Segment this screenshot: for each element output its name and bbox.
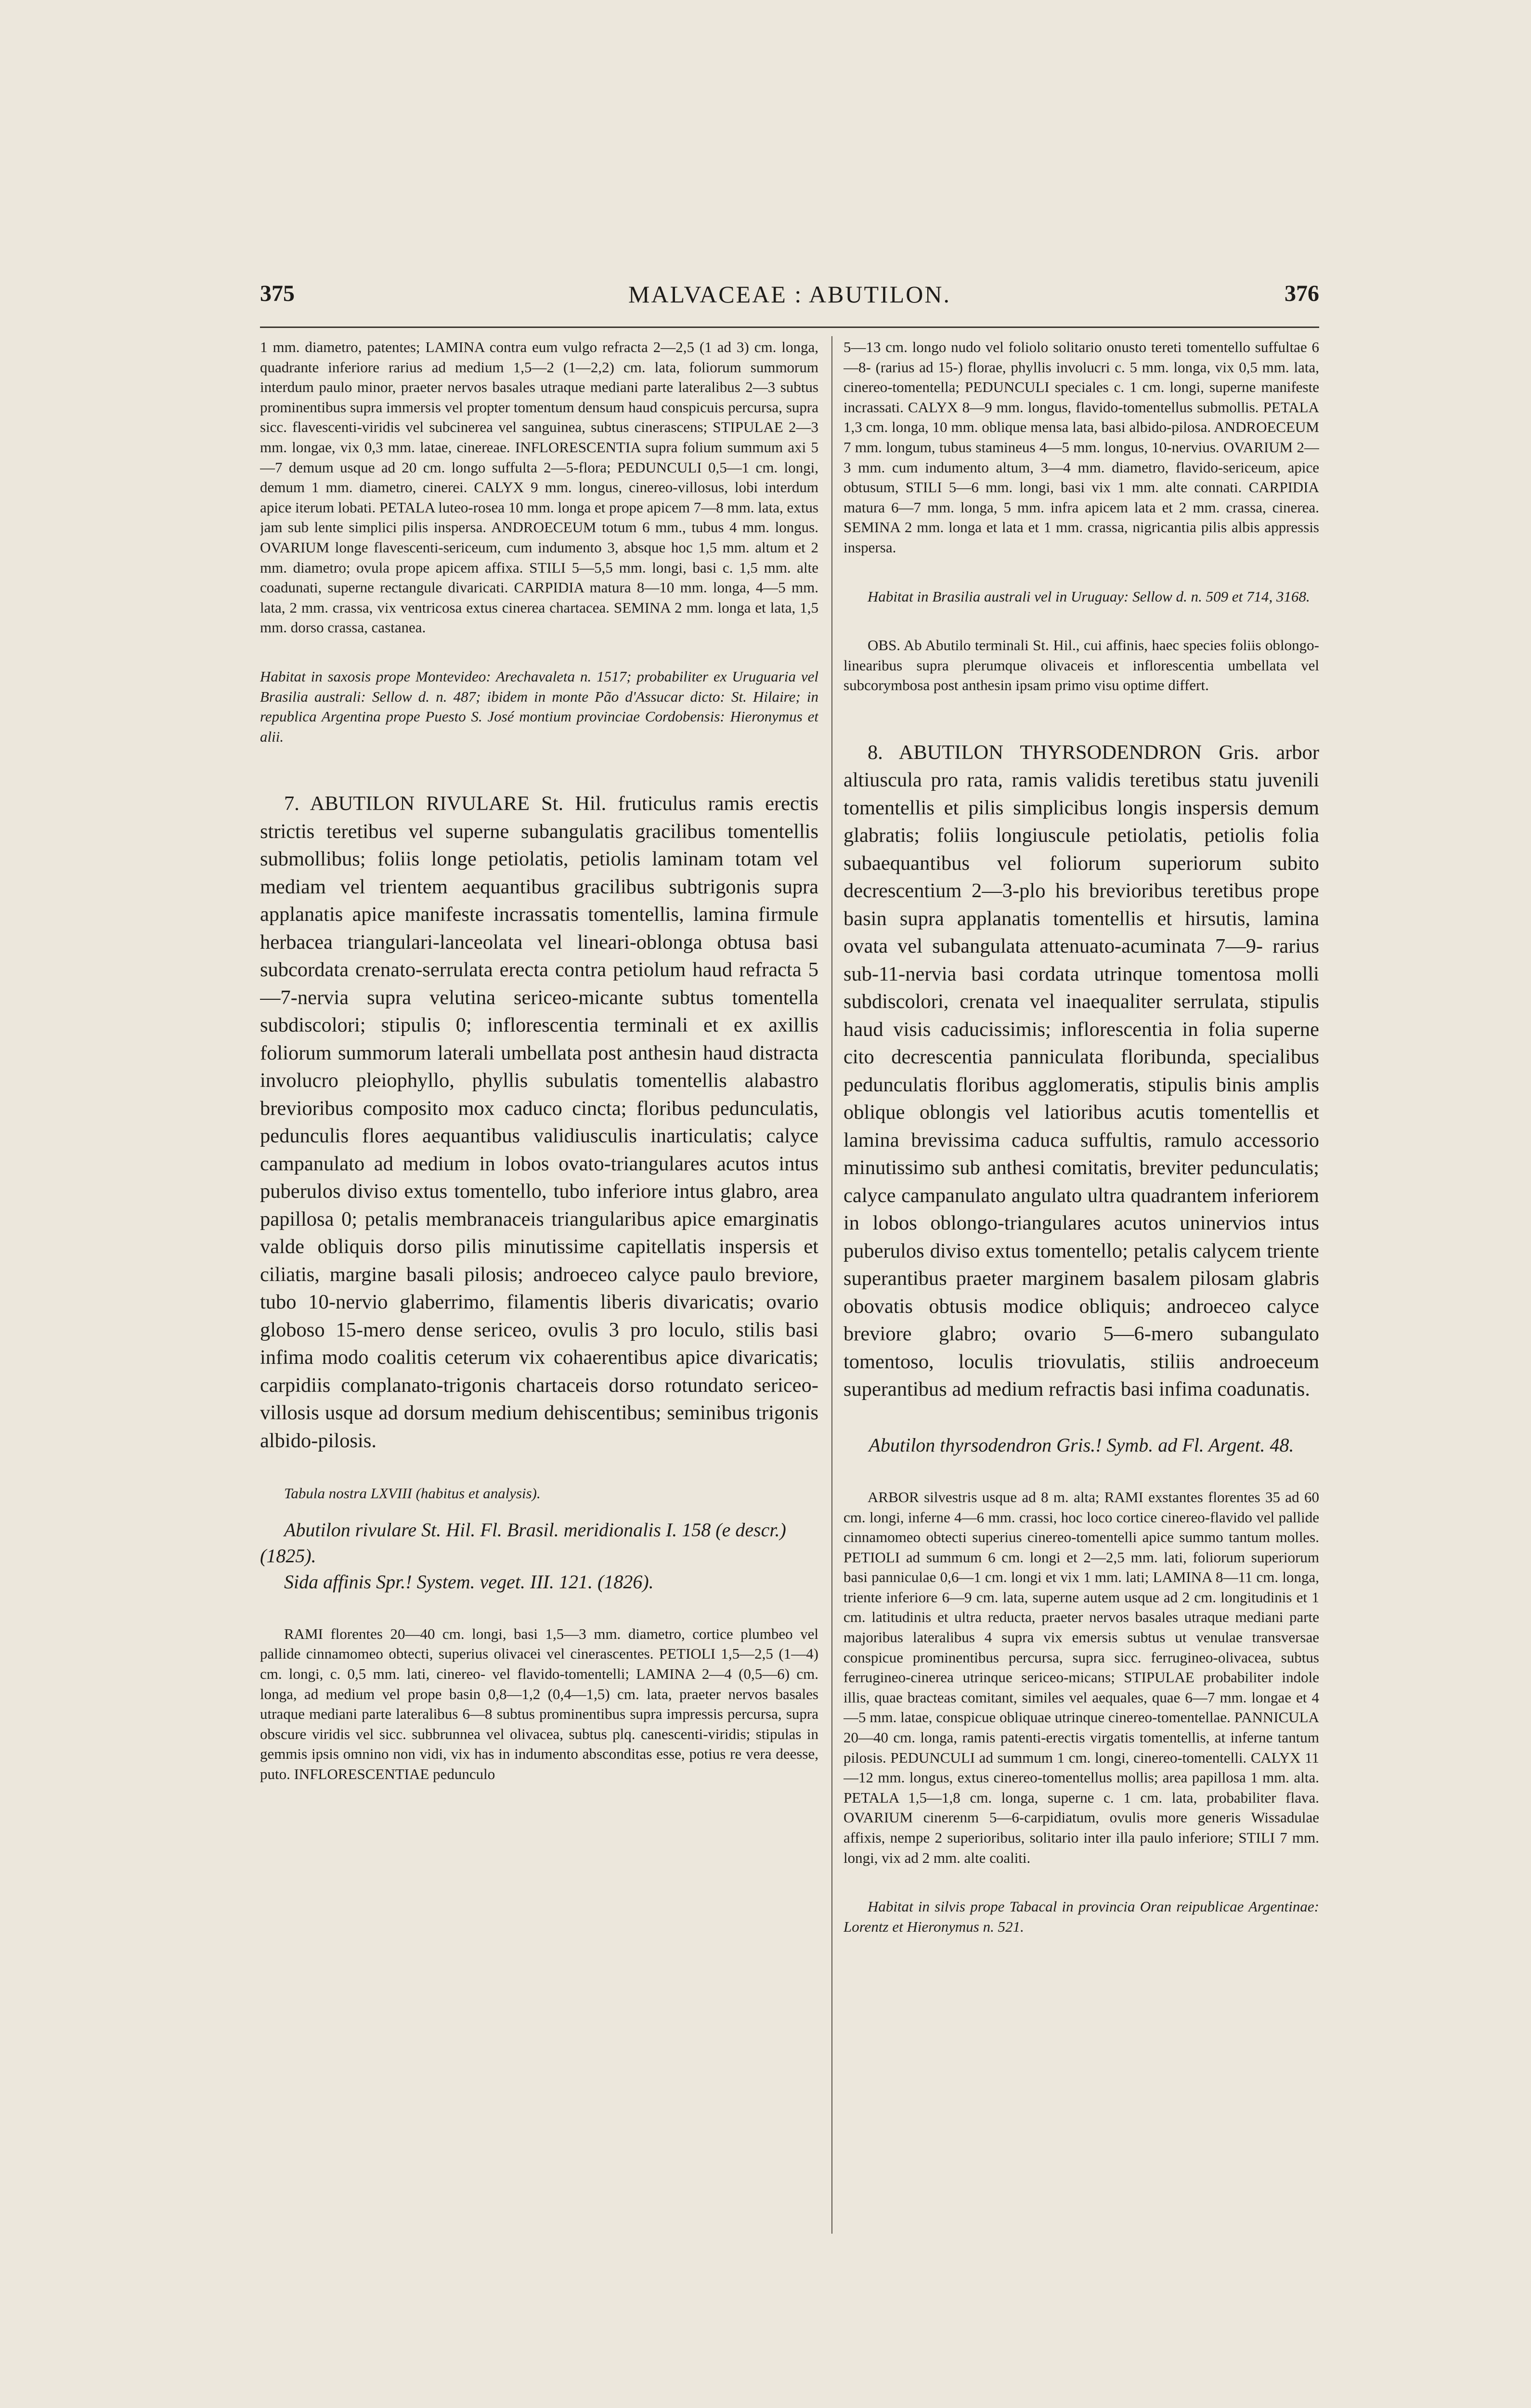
- citation-sida-affinis: Sida affinis Spr.! System. veget. III. 121. (1826).: [284, 1570, 654, 1593]
- citation-thyrsodendron: Abutilon thyrsodendron Gris.! Symb. ad Fl. Argent. 48.: [869, 1434, 1294, 1456]
- right-column: [843, 337, 1319, 2191]
- page-number-left: 375: [260, 281, 295, 306]
- species-8-description: ARBOR silvestris usque ad 8 m. alta; RAMI exstantes florentes 35 ad 60 cm. longi, inferne 4—6 mm. crassi, hoc loco cortice cinereo-flavido vel pallide cinnamomeo obtecti superius cinereo-tomentelli apice summo tantum molles. PETIOLI ad summum 6 cm. longi et 2—2,5 mm. lati, foliorum superiorum basi panniculae 0,6—1 cm. longi et vix 1 mm. lati; LAMINA 8—11 cm. longa, triente inferiore 6—9 cm. lata, superne autem usque ad 2 cm. longitudinis et 1 cm. latitudinis et ultra reducta, praeter nervos basales utraque mediani parte majoribus lateralibus 4 supra vix emersis subtus ut venulae transversae conspicue prominentibus percursa, supra sicc. ferrugineo-olivacea, subtus ferrugineo-cinerea utrinque sericeo-micans; STIPULAE probabiliter indole illis, quae bracteas comitant, similes vel aequales, quae 6—7 mm. longae et 4—5 mm. latae, conspicue obliquae utrinque cinereo-tomentellae. PANNICULA 20—40 cm. longa, ramis patenti-erectis virgatis tomentellis, at inferne tantum pilosis. PEDUNCULI ad summum 1 cm. longi, cinereo-tomentelli. CALYX 11—12 mm. longus, extus cinereo-tomentellus mollis; area papillosa 1 mm. alta. PETALA 1,5—1,8 cm. longa, superne c. 1 cm. lata, probabiliter flava. OVARIUM cinerenm 5—6-carpidiatum, ovulis more generis Wissadulae affixis, nempe 2 superioribus, solitario inter illa paulo inferiore; STILI 7 mm. longi, vix ad 2 mm. alte coaliti.: [843, 1488, 1319, 1866]
- page-header: [260, 280, 1319, 319]
- habitat-paragraph-right: Habitat in Brasilia australi vel in Uruguay: Sellow d. n. 509 et 714, 3168.: [868, 588, 1310, 605]
- running-head: MALVACEAE : ABUTILON.: [628, 281, 951, 308]
- plate-reference: Tabula nostra LXVIII (habitus et analysis).: [284, 1485, 541, 1502]
- species-7-diagnosis: 7. ABUTILON RIVULARE St. Hil. fruticulus ramis erectis strictis teretibus vel superne subangulatis gracilibus tomentellis submollibus; foliis longe petiolatis, petiolis laminam totam vel mediam vel trientem aequantibus gracilibus subtrigonis supra applanatis apice manifeste incrassatis tomentellis, lamina firmule herbacea triangulari-lanceolata vel lineari-oblonga obtusa basi subcordata crenato-serrulata erecta contra petiolum haud refracta 5—7-nervia supra velutina sericeo-micante subtus tomentella subdiscolori; stipulis 0; inflorescentia terminali et ex axillis foliorum summorum laterali umbellata post anthesin haud distracta involucro pleiophyllo, phyllis subulatis tomentellis alabastro brevioribus composito mox caduco cincta; floribus pedunculatis, pedunculis flores aequantibus validiusculis inarticulatis; calyce campanulato ad medium in lobos ovato-triangulares acutos intus puberulos diviso extus tomentello, tubo inferiore intus glabro, area papillosa 0; petalis membranaceis triangularibus apice emarginatis valde obliquis dorso pilis minutissime capitellatis inspersis et ciliatis, margine basali pilosis; androeceo calyce paulo breviore, tubo 10-nervio glaberrimo, filamentis liberis divaricatis; ovario globoso 15-mero dense sericeo, ovulis 3 pro loculo, stilis basi infima modo coalitis ceterum vix cohaerentibus apice divaricatis; carpidiis complanato-trigonis chartaceis dorso rotundato sericeo-villosis usque ad dorsum medium dehiscentibus; seminibus trigonis albido-pilosis.: [260, 792, 818, 1452]
- habitat-paragraph-species-8: Habitat in silvis prope Tabacal in provincia Oran reipublicae Argentinae: Lorentz et Hieronymus n. 521.: [843, 1898, 1319, 1935]
- header-rule: [260, 327, 1319, 328]
- citation-rivulare: Abutilon rivulare St. Hil. Fl. Brasil. meridionalis I. 158 (e descr.) (1825).: [260, 1518, 786, 1567]
- species-7-description: RAMI florentes 20—40 cm. longi, basi 1,5—3 mm. diametro, cortice plumbeo vel pallide cinnamomeo obtecti, superius olivacei vel cinerascentes. PETIOLI 1,5—2,5 (1—4) cm. longi, c. 0,5 mm. lati, cinereo- vel flavido-tomentelli; LAMINA 2—4 (0,5—6) cm. longa, ad medium vel prope basin 0,8—1,2 (0,4—1,5) cm. lata, praeter nervos basales utraque mediani parte lateralibus 6—8 subtus prominentibus supra impressis percursa, supra obscure viridis vel sicc. subbrunnea vel olivacea, subtus plq. canescenti-viridis; stipulas in gemmis ipsis omnino non vidi, vix has in indumento absconditas esse, potius re vera deesse, puto. INFLORESCENTIAE pedunculo: [260, 1625, 818, 1783]
- species-8-diagnosis: 8. ABUTILON THYRSODENDRON Gris. arbor altiuscula pro rata, ramis validis teretibus statu juvenili tomentellis et pilis simplicibus longis inspersis demum glabratis; foliis longiuscule petiolatis, petiolis folia subaequantibus vel foliorum superiorum subito decrescentium 2—3-plo his brevioribus teretibus prope basin supra applanatis tomentellis et hirsutis, lamina ovata vel subangulata attenuato-acuminata 7—9- rarius sub-11-nervia basi cordata utrinque tomentosa molli subdiscolori, crenata vel inaequaliter serrulata, stipulis haud visis caducissimis; inflorescentia in folia superne cito decrescentia panniculata floribunda, specialibus pedunculatis floribus agglomeratis, stipulis binis amplis oblique oblongis vel latioribus acutis tomentellis et lamina brevissima caduca suffultis, ramulo accessorio minutissimo sub anthesi comitatis, breviter pedunculatis; calyce campanulato angulato ultra quadrantem inferiorem in lobos oblongo-triangulares acutos uninervios intus puberulos diviso extus tomentello; petalis calycem triente superantibus praeter marginem basalem pilosam glabris obovatis obtusis modice obliquis; androeceo calyce breviore glabro; ovario 5—6-mero subangulato tomentoso, loculis triovulatis, stiliis androeceum superantibus ad medium refractis basi infima coadunatis.: [843, 741, 1319, 1401]
- description-continued: 1 mm. diametro, patentes; LAMINA contra eum vulgo refracta 2—2,5 (1 ad 3) cm. longa, quadrante inferiore rarius ad medium 1,5—2 (1—2,2) cm. lata, foliorum summorum interdum paulo minor, praeter nervos basales utraque mediani parte lateralibus 2—3 subtus prominentibus supra immersis vel propter tomentum densum haud conspicuis percursa, supra sicc. flavescenti-viridis vel subcinerea vel sanguinea, subtus cinerascens; STIPULAE 2—3 mm. longae, vix 0,3 mm. latae, cinereae. INFLORESCENTIA supra folium summum axi 5—7 demum usque ad 20 cm. longo suffulta 2—5-flora; PEDUNCULI 0,5—1 cm. longi, demum 1 mm. diametro, cinerei. CALYX 9 mm. longus, cinereo-villosus, lobi interdum apice iterum lobati. PETALA luteo-rosea 10 mm. longa et prope apicem 7—8 mm. lata, extus jam sub lente simplici pilis inspersa. ANDROECEUM totum 6 mm., tubus 4 mm. longus. OVARIUM longe flavescenti-sericeum, cum indumento 3, absque hoc 1,5 mm. altum et 2 mm. diametro; ovula prope apicem affixa. STILI 5—5,5 mm. longi, basi c. 1,5 mm. alte coadunati, superne rectangule divaricati. CARPIDIA matura 8—10 mm. longa, 4—5 mm. lata, 2 mm. crassa, vix ventricosa extus cinerea chartacea. SEMINA 2 mm. longa et lata, 1,5 mm. dorso crassa, castanea.: [260, 339, 818, 636]
- observation-note: OBS. Ab Abutilo terminali St. Hil., cui affinis, haec species foliis oblongo-linearibus supra plerumque olivaceis et inflorescentia umbellata vel subcorymbosa post anthesin ipsam primo visu optime differt.: [843, 637, 1319, 694]
- description-continued-right: 5—13 cm. longo nudo vel foliolo solitario onusto tereti tomentello suffultae 6—8- (rarius ad 15-) florae, phyllis involucri c. 5 mm. longa, vix 0,5 mm. lata, cinereo-tomentella; PEDUNCULI speciales c. 1 cm. longi, superne manifeste incrassati. CALYX 8—9 mm. longus, flavido-tomentellus submollis. PETALA 1,3 cm. longa, 10 mm. oblique mensa lata, basi albido-pilosa. ANDROECEUM 7 mm. longum, tubus stamineus 4—5 mm. longus, 10-nervius. OVARIUM 2—3 mm. cum indumento altum, 3—4 mm. diametro, flavido-sericeum, apice obtusum, STILI 5—6 mm. longi, basi vix 1 mm. alte connati. CARPIDIA matura 6—7 mm. longa, 5 mm. infra apicem lata et 2 mm. crassa, cinerea. SEMINA 2 mm. longa et lata et 1 mm. crassa, nigricantia pilis albis appressis inspersa.: [843, 339, 1319, 556]
- column-rule: [831, 336, 832, 2234]
- habitat-paragraph: Habitat in saxosis prope Montevideo: Arechavaleta n. 1517; probabiliter ex Uruguaria vel Brasilia australi: Sellow d. n. 487; ibidem in monte Pão d'Assucar dicto: St. Hilaire; in republica Argentina prope Puesto S. José montium provinciae Cordobensis: Hieronymus et alii.: [260, 667, 818, 745]
- page-number-right: 376: [1284, 281, 1319, 306]
- left-column: [260, 337, 818, 2259]
